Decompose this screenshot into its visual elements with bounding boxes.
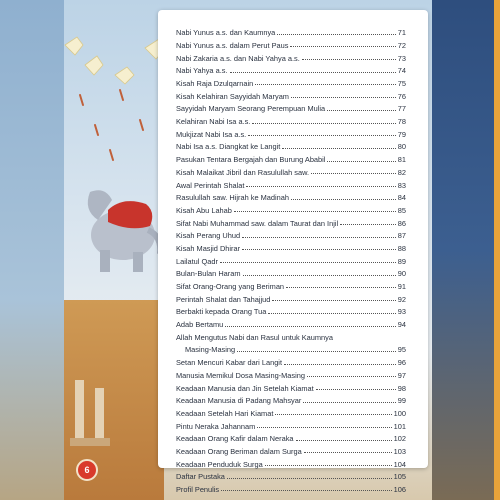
toc-entry-title: Allah Mengutus Nabi dan Rasul untuk Kaumnya xyxy=(176,332,333,342)
toc-entry xyxy=(176,214,406,227)
toc-dot-leader xyxy=(257,427,391,428)
toc-entry xyxy=(176,151,406,164)
toc-entry-page: 89 xyxy=(397,256,406,266)
toc-entry-page: 104 xyxy=(393,459,406,469)
toc-entry-page: 71 xyxy=(397,28,406,38)
toc-dot-leader xyxy=(265,465,392,466)
toc-entry xyxy=(176,455,406,468)
toc-entry-page: 78 xyxy=(397,117,406,127)
toc-dot-leader xyxy=(291,199,396,200)
toc-dot-leader xyxy=(277,34,395,35)
toc-entry-page: 76 xyxy=(397,91,406,101)
toc-entry-title: Keadaan Setelah Hari Kiamat xyxy=(176,408,274,418)
toc-entry xyxy=(176,252,406,265)
toc-entry-title: Keadaan Manusia dan Jin Setelah Kiamat xyxy=(176,383,314,393)
falling-stones-illustration xyxy=(70,80,160,170)
toc-dot-leader xyxy=(291,97,396,98)
toc-entry xyxy=(176,75,406,88)
toc-entry xyxy=(176,303,406,316)
toc-dot-leader xyxy=(225,326,396,327)
toc-entry-page: 100 xyxy=(393,408,406,418)
toc-dot-leader xyxy=(230,72,396,73)
toc-entry-page: 72 xyxy=(397,40,406,50)
toc-entry-page: 91 xyxy=(397,282,406,292)
toc-entry xyxy=(176,176,406,189)
toc-entry xyxy=(176,62,406,75)
toc-dot-leader xyxy=(252,123,395,124)
toc-entry-title: Profil Penulis xyxy=(176,485,220,495)
toc-dot-leader xyxy=(246,186,395,187)
toc-entry-title: Keadaan Penduduk Surga xyxy=(176,459,263,469)
elephant-illustration xyxy=(78,180,168,280)
toc-dot-leader xyxy=(227,478,392,479)
columns-illustration xyxy=(70,370,130,450)
toc-entry-page: 94 xyxy=(397,320,406,330)
toc-dot-leader xyxy=(327,110,396,111)
page-number-badge xyxy=(76,459,98,481)
toc-entry xyxy=(176,354,406,367)
toc-dot-leader xyxy=(272,300,395,301)
toc-entry-page: 75 xyxy=(397,79,406,89)
toc-entry-title: Kisah Malaikat Jibril dan Rasulullah saw. xyxy=(176,167,310,177)
toc-entry-page: 86 xyxy=(397,218,406,228)
toc-entry-page: 101 xyxy=(393,421,406,431)
toc-entry-title: Pasukan Tentara Bergajah dan Burung Ababil xyxy=(176,155,326,165)
toc-entry-title: Bulan-Bulan Haram xyxy=(176,269,241,279)
toc-entry xyxy=(176,278,406,291)
toc-entry-title: Nabi Isa a.s. Diangkat ke Langit xyxy=(176,142,281,152)
toc-entry xyxy=(176,405,406,418)
toc-entry-page: 82 xyxy=(397,167,406,177)
toc-entry xyxy=(176,24,406,37)
toc-entry-page: 88 xyxy=(397,243,406,253)
toc-entry-page: 87 xyxy=(397,231,406,241)
toc-entry-page: 99 xyxy=(397,396,406,406)
toc-entry xyxy=(176,367,406,380)
toc-dot-leader xyxy=(290,46,395,47)
toc-entry-title: Daftar Pustaka xyxy=(176,472,225,482)
toc-entry xyxy=(176,87,406,100)
toc-entry-page: 97 xyxy=(397,370,406,380)
toc-entry xyxy=(176,227,406,240)
toc-entry-title: Manusia Memikul Dosa Masing-Masing xyxy=(176,370,305,380)
toc-entry-page: 73 xyxy=(397,53,406,63)
toc-entry-page: 98 xyxy=(397,383,406,393)
toc-entry xyxy=(176,240,406,253)
toc-entry-title: Nabi Zakaria a.s. dan Nabi Yahya a.s. xyxy=(176,53,300,63)
toc-entry-page: 93 xyxy=(397,307,406,317)
right-illustration-strip xyxy=(432,0,500,500)
toc-entry-page: 105 xyxy=(393,472,406,482)
toc-entry xyxy=(176,164,406,177)
toc-entry xyxy=(176,316,406,329)
toc-entry-title: Sifat Nabi Muhammad saw. dalam Taurat dan Injil xyxy=(176,218,339,228)
toc-entry xyxy=(176,126,406,139)
toc-dot-leader xyxy=(316,389,396,390)
toc-entry xyxy=(176,265,406,278)
toc-entry-title: Pintu Neraka Jahannam xyxy=(176,421,256,431)
toc-dot-leader xyxy=(304,452,392,453)
toc-dot-leader xyxy=(311,173,396,174)
toc-entry-title: Perintah Shalat dan Tahajjud xyxy=(176,294,271,304)
toc-dot-leader xyxy=(221,490,392,491)
toc-dot-leader xyxy=(286,287,396,288)
toc-entry-title: Kisah Masjid Dhirar xyxy=(176,243,241,253)
toc-dot-leader xyxy=(296,440,392,441)
toc-entry-title: Lailatul Qadr xyxy=(176,256,218,266)
toc-entry-page: 81 xyxy=(397,155,406,165)
toc-entry-page: 106 xyxy=(393,485,406,495)
toc-entry xyxy=(176,417,406,430)
toc-dot-leader xyxy=(302,59,396,60)
toc-dot-leader xyxy=(268,313,395,314)
toc-entry-title: Nabi Yunus a.s. dalam Perut Paus xyxy=(176,40,289,50)
toc-dot-leader xyxy=(234,211,396,212)
toc-dot-leader xyxy=(275,414,391,415)
toc-entry-page: 74 xyxy=(397,66,406,76)
toc-dot-leader xyxy=(282,148,395,149)
toc-dot-leader xyxy=(284,364,396,365)
toc-entry-page: 102 xyxy=(393,434,406,444)
toc-entry-page: 84 xyxy=(397,193,406,203)
toc-entry xyxy=(176,329,406,342)
toc-entry xyxy=(176,37,406,50)
toc-entry-title: Kisah Perang Uhud xyxy=(176,231,241,241)
toc-entry-title: Berbakti kepada Orang Tua xyxy=(176,307,267,317)
toc-entry xyxy=(176,341,406,354)
toc-dot-leader xyxy=(255,84,396,85)
toc-entry-page: 80 xyxy=(397,142,406,152)
toc-entry xyxy=(176,290,406,303)
toc-entry xyxy=(176,100,406,113)
toc-entry xyxy=(176,379,406,392)
toc-entry-title: Setan Mencuri Kabar dari Langit xyxy=(176,358,282,368)
toc-entry-title: Nabi Yunus a.s. dan Kaumnya xyxy=(176,28,276,38)
toc-dot-leader xyxy=(303,402,395,403)
toc-entry-page: 95 xyxy=(397,345,406,355)
toc-dot-leader xyxy=(243,275,396,276)
toc-entry-title: Masing-Masing xyxy=(185,345,236,355)
toc-entry xyxy=(176,138,406,151)
toc-entry xyxy=(176,468,406,481)
toc-dot-leader xyxy=(237,351,396,352)
toc-entry-page: 103 xyxy=(393,446,406,456)
toc-entry-page: 77 xyxy=(397,104,406,114)
toc-entry xyxy=(176,430,406,443)
toc-entry xyxy=(176,113,406,126)
toc-dot-leader xyxy=(242,249,396,250)
page-number: 6 xyxy=(84,465,90,475)
toc-entry xyxy=(176,481,406,494)
toc-entry-title: Kisah Abu Lahab xyxy=(176,205,232,215)
toc-dot-leader xyxy=(327,161,395,162)
toc-dot-leader xyxy=(340,224,396,225)
toc-dot-leader xyxy=(220,262,396,263)
page-edge xyxy=(494,0,500,500)
table-of-contents-list xyxy=(176,24,406,493)
toc-entry xyxy=(176,202,406,215)
toc-entry-title: Keadaan Orang Kafir dalam Neraka xyxy=(176,434,294,444)
toc-dot-leader xyxy=(248,135,396,136)
toc-entry-title: Sayyidah Maryam Seorang Perempuan Mulia xyxy=(176,104,326,114)
toc-entry-title: Sifat Orang-Orang yang Beriman xyxy=(176,282,285,292)
toc-entry-title: Rasulullah saw. Hijrah ke Madinah xyxy=(176,193,289,203)
toc-entry xyxy=(176,49,406,62)
toc-entry-title: Kelahiran Nabi Isa a.s. xyxy=(176,117,251,127)
toc-entry-title: Mukjizat Nabi Isa a.s. xyxy=(176,129,247,139)
toc-dot-leader xyxy=(242,237,396,238)
toc-dot-leader xyxy=(307,376,396,377)
toc-entry-title: Keadaan Orang Beriman dalam Surga xyxy=(176,446,302,456)
toc-entry-page: 79 xyxy=(397,129,406,139)
toc-entry-page: 85 xyxy=(397,205,406,215)
toc-entry-title: Keadaan Manusia di Padang Mahsyar xyxy=(176,396,302,406)
toc-entry xyxy=(176,443,406,456)
toc-entry xyxy=(176,189,406,202)
toc-entry-page: 83 xyxy=(397,180,406,190)
toc-entry-title: Nabi Yahya a.s. xyxy=(176,66,228,76)
toc-entry-page: 96 xyxy=(397,358,406,368)
toc-entry-title: Kisah Kelahiran Sayyidah Maryam xyxy=(176,91,289,101)
toc-entry-title: Kisah Raja Dzulqarnain xyxy=(176,79,254,89)
toc-entry-page: 90 xyxy=(397,269,406,279)
toc-entry-title: Awal Perintah Shalat xyxy=(176,180,245,190)
toc-entry xyxy=(176,392,406,405)
toc-entry-title: Adab Bertamu xyxy=(176,320,224,330)
toc-entry-page: 92 xyxy=(397,294,406,304)
